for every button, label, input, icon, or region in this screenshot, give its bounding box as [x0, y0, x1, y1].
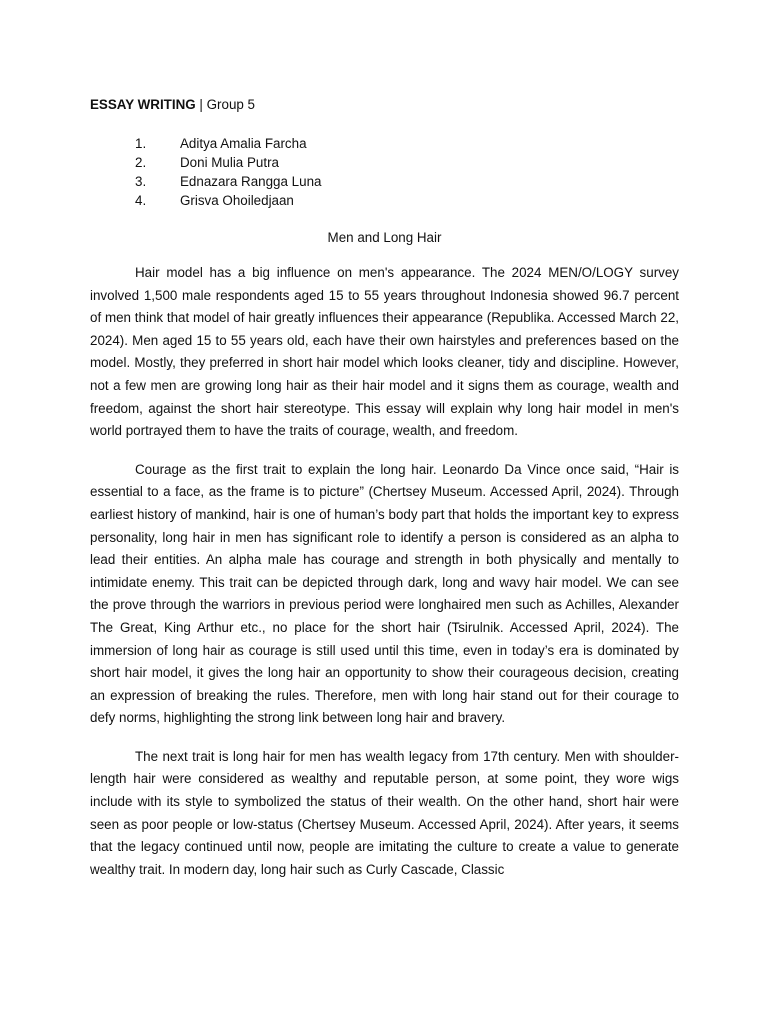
- list-number: 4.: [135, 193, 147, 208]
- header-separator: |: [199, 97, 203, 112]
- paragraph: Courage as the first trait to explain the long hair. Leonardo Da Vince once said, “Hair is essential to a face, as the frame is to picture” (Chertsey Museum. Accessed April, 2024). Through earliest history of mankind, hair is one of human’s body part that holds the important key to express personality, long hair in men has significant role to identify a person is considered as an alpha to lead their entities. An alpha male has courage and strength in both physically and mentally to intimidate enemy. This trait can be depicted through dark, long and wavy hair model. We can see the prove through the warriors in previous period were longhaired men such as Achilles, Alexander The Great, King Arthur etc., no place for the short hair (Tsirulnik. Accessed April, 2024). The immersion of long hair as courage is still used until this time, even in today’s era is dominated by short hair model, it gives the long hair an opportunity to show their courageous decision, creating an expression of breaking the rules. Therefore, men with long hair stand out for their courage to defy norms, highlighting the strong link between long hair and bravery.: [90, 461, 679, 726]
- list-item: [90, 191, 321, 210]
- essay-title: Men and Long Hair: [327, 230, 442, 245]
- essay-header: [90, 96, 255, 114]
- member-name: Ednazara Rangga Luna: [180, 174, 322, 189]
- member-name: Aditya Amalia Farcha: [180, 136, 307, 151]
- essay-body: [90, 262, 679, 897]
- list-item: [90, 153, 321, 172]
- list-item: [90, 172, 321, 191]
- member-name: Grisva Ohoiledjaan: [180, 193, 294, 208]
- group-label: Group 5: [206, 97, 256, 112]
- list-number: 3.: [135, 174, 147, 189]
- paragraph: Hair model has a big influence on men's appearance. The 2024 MEN/O/LOGY survey involved 1,500 male respondents aged 15 to 55 years throughout Indonesia showed 96.7 percent of men think that model of hair greatly influences their appearance (Republika. Accessed March 22, 2024). Men aged 15 to 55 years old, each have their own hairstyles and preferences based on the model. Mostly, they preferred in short hair model which looks cleaner, tidy and discipline. However, not a few men are growing long hair as their hair model and it signs them as courage, wealth and freedom, against the short hair stereotype. This essay will explain why long hair model in men's world portrayed them to have the traits of courage, wealth, and freedom.: [90, 265, 679, 439]
- list-number: 2.: [135, 155, 147, 170]
- list-item: [90, 134, 321, 153]
- member-name: Doni Mulia Putra: [180, 155, 279, 170]
- essay-label: ESSAY WRITING: [90, 97, 196, 112]
- member-list: [90, 134, 321, 210]
- list-number: 1.: [135, 136, 147, 151]
- paragraph: The next trait is long hair for men has wealth legacy from 17th century. Men with shoulder-length hair were considered as wealthy and reputable person, at some point, they wore wigs include with its style to symbolized the status of their wealth. On the other hand, short hair were seen as poor people or low-status (Chertsey Museum. Accessed April, 2024). After years, it seems that the legacy continued until now, people are imitating the culture to create a value to generate wealthy trait. In modern day, long hair such as Curly Cascade, Classic: [90, 748, 679, 877]
